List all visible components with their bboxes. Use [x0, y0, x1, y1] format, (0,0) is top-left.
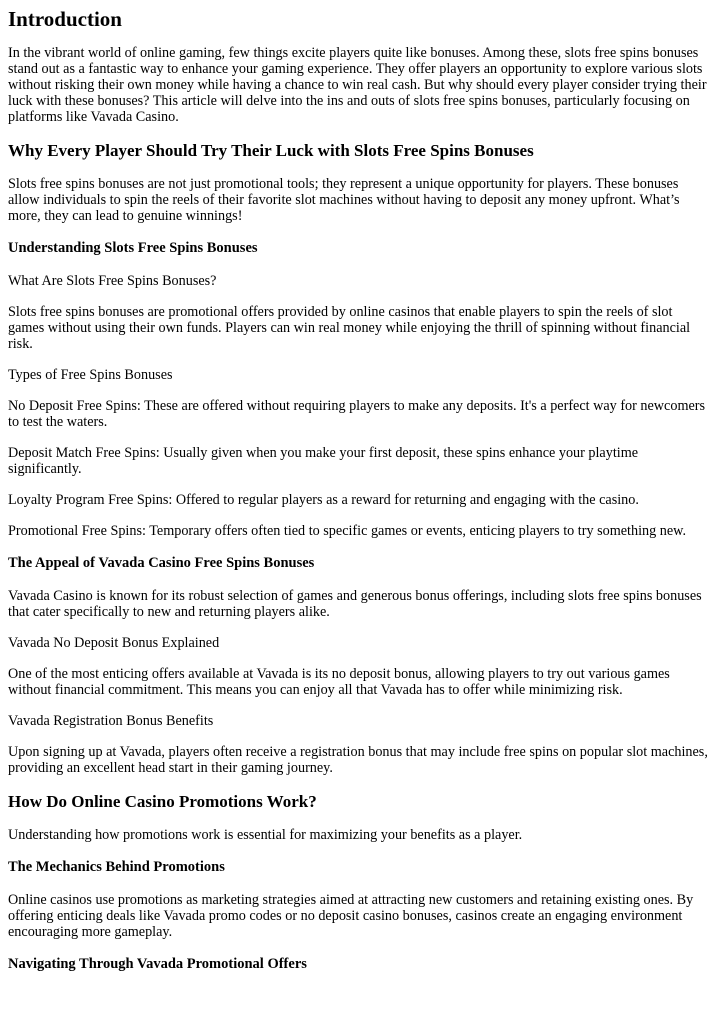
- promotions-paragraph: Understanding how promotions work is essential for maximizing your benefits as a player.: [8, 827, 523, 843]
- type-no-deposit: No Deposit Free Spins: These are offered without requiring players to make any deposits. It's a perfect way for newcomers to test the waters.: [8, 398, 706, 430]
- registration-paragraph: Upon signing up at Vavada, players often receive a registration bonus that may include free spins on popular slot machines, providing an excellent head start in their gaming journey.: [8, 744, 708, 776]
- subheading-vavada-appeal: The Appeal of Vavada Casino Free Spins Bonuses: [8, 555, 315, 571]
- types-label: Types of Free Spins Bonuses: [8, 367, 173, 383]
- vavada-paragraph: Vavada Casino is known for its robust selection of games and generous bonus offerings, including slots free spins bonuses that cater specifically to new and returning players alike.: [8, 588, 702, 620]
- section-heading-why: Why Every Player Should Try Their Luck with Slots Free Spins Bonuses: [8, 141, 534, 160]
- intro-paragraph: In the vibrant world of online gaming, few things excite players quite like bonuses. Among these, slots free spins bonuses stand out as a fantastic way to enhance your gaming experience. They offer players an opportunity to explore various slots without risking their own money while having a chance to win real cash. But why should every player consider trying their luck with these bonuses? This article will delve into the ins and outs of slots free spins bonuses, particularly focusing on platforms like Vavada Casino.: [8, 45, 707, 125]
- subheading-mechanics: The Mechanics Behind Promotions: [8, 859, 225, 875]
- nodeposit-paragraph: One of the most enticing offers available at Vavada is its no deposit bonus, allowing players to try out various games without financial commitment. This means you can enjoy all that Vavada has to offer while minimizing risk.: [8, 666, 670, 698]
- type-promotional: Promotional Free Spins: Temporary offers often tied to specific games or events, enticing players to try something new.: [8, 523, 687, 539]
- article: [0, 7, 720, 973]
- section-heading-promotions: How Do Online Casino Promotions Work?: [8, 792, 317, 811]
- what-paragraph: Slots free spins bonuses are promotional offers provided by online casinos that enable players to spin the reels of slot games without using their own funds. Players can win real money while enjoying the thrill of spinning without financial risk.: [8, 304, 691, 352]
- subheading-navigating: Navigating Through Vavada Promotional Offers: [8, 956, 307, 972]
- mechanics-paragraph: Online casinos use promotions as marketing strategies aimed at attracting new customers and retaining existing ones. By offering enticing deals like Vavada promo codes or no deposit casino bonuses, casinos create an engaging environment encouraging more gameplay.: [8, 892, 694, 940]
- nodeposit-label: Vavada No Deposit Bonus Explained: [8, 635, 220, 651]
- type-deposit-match: Deposit Match Free Spins: Usually given when you make your first deposit, these spins enhance your playtime significantly.: [8, 445, 639, 477]
- registration-label: Vavada Registration Bonus Benefits: [8, 713, 214, 729]
- what-label: What Are Slots Free Spins Bonuses?: [8, 273, 217, 289]
- why-paragraph: Slots free spins bonuses are not just promotional tools; they represent a unique opportunity for players. These bonuses allow individuals to spin the reels of their favorite slot machines without having to deposit any money upfront. What’s more, they can lead to genuine winnings!: [8, 176, 680, 224]
- subheading-understanding: Understanding Slots Free Spins Bonuses: [8, 240, 258, 256]
- type-loyalty: Loyalty Program Free Spins: Offered to regular players as a reward for returning and engaging with the casino.: [8, 492, 639, 508]
- page-title: Introduction: [8, 7, 122, 31]
